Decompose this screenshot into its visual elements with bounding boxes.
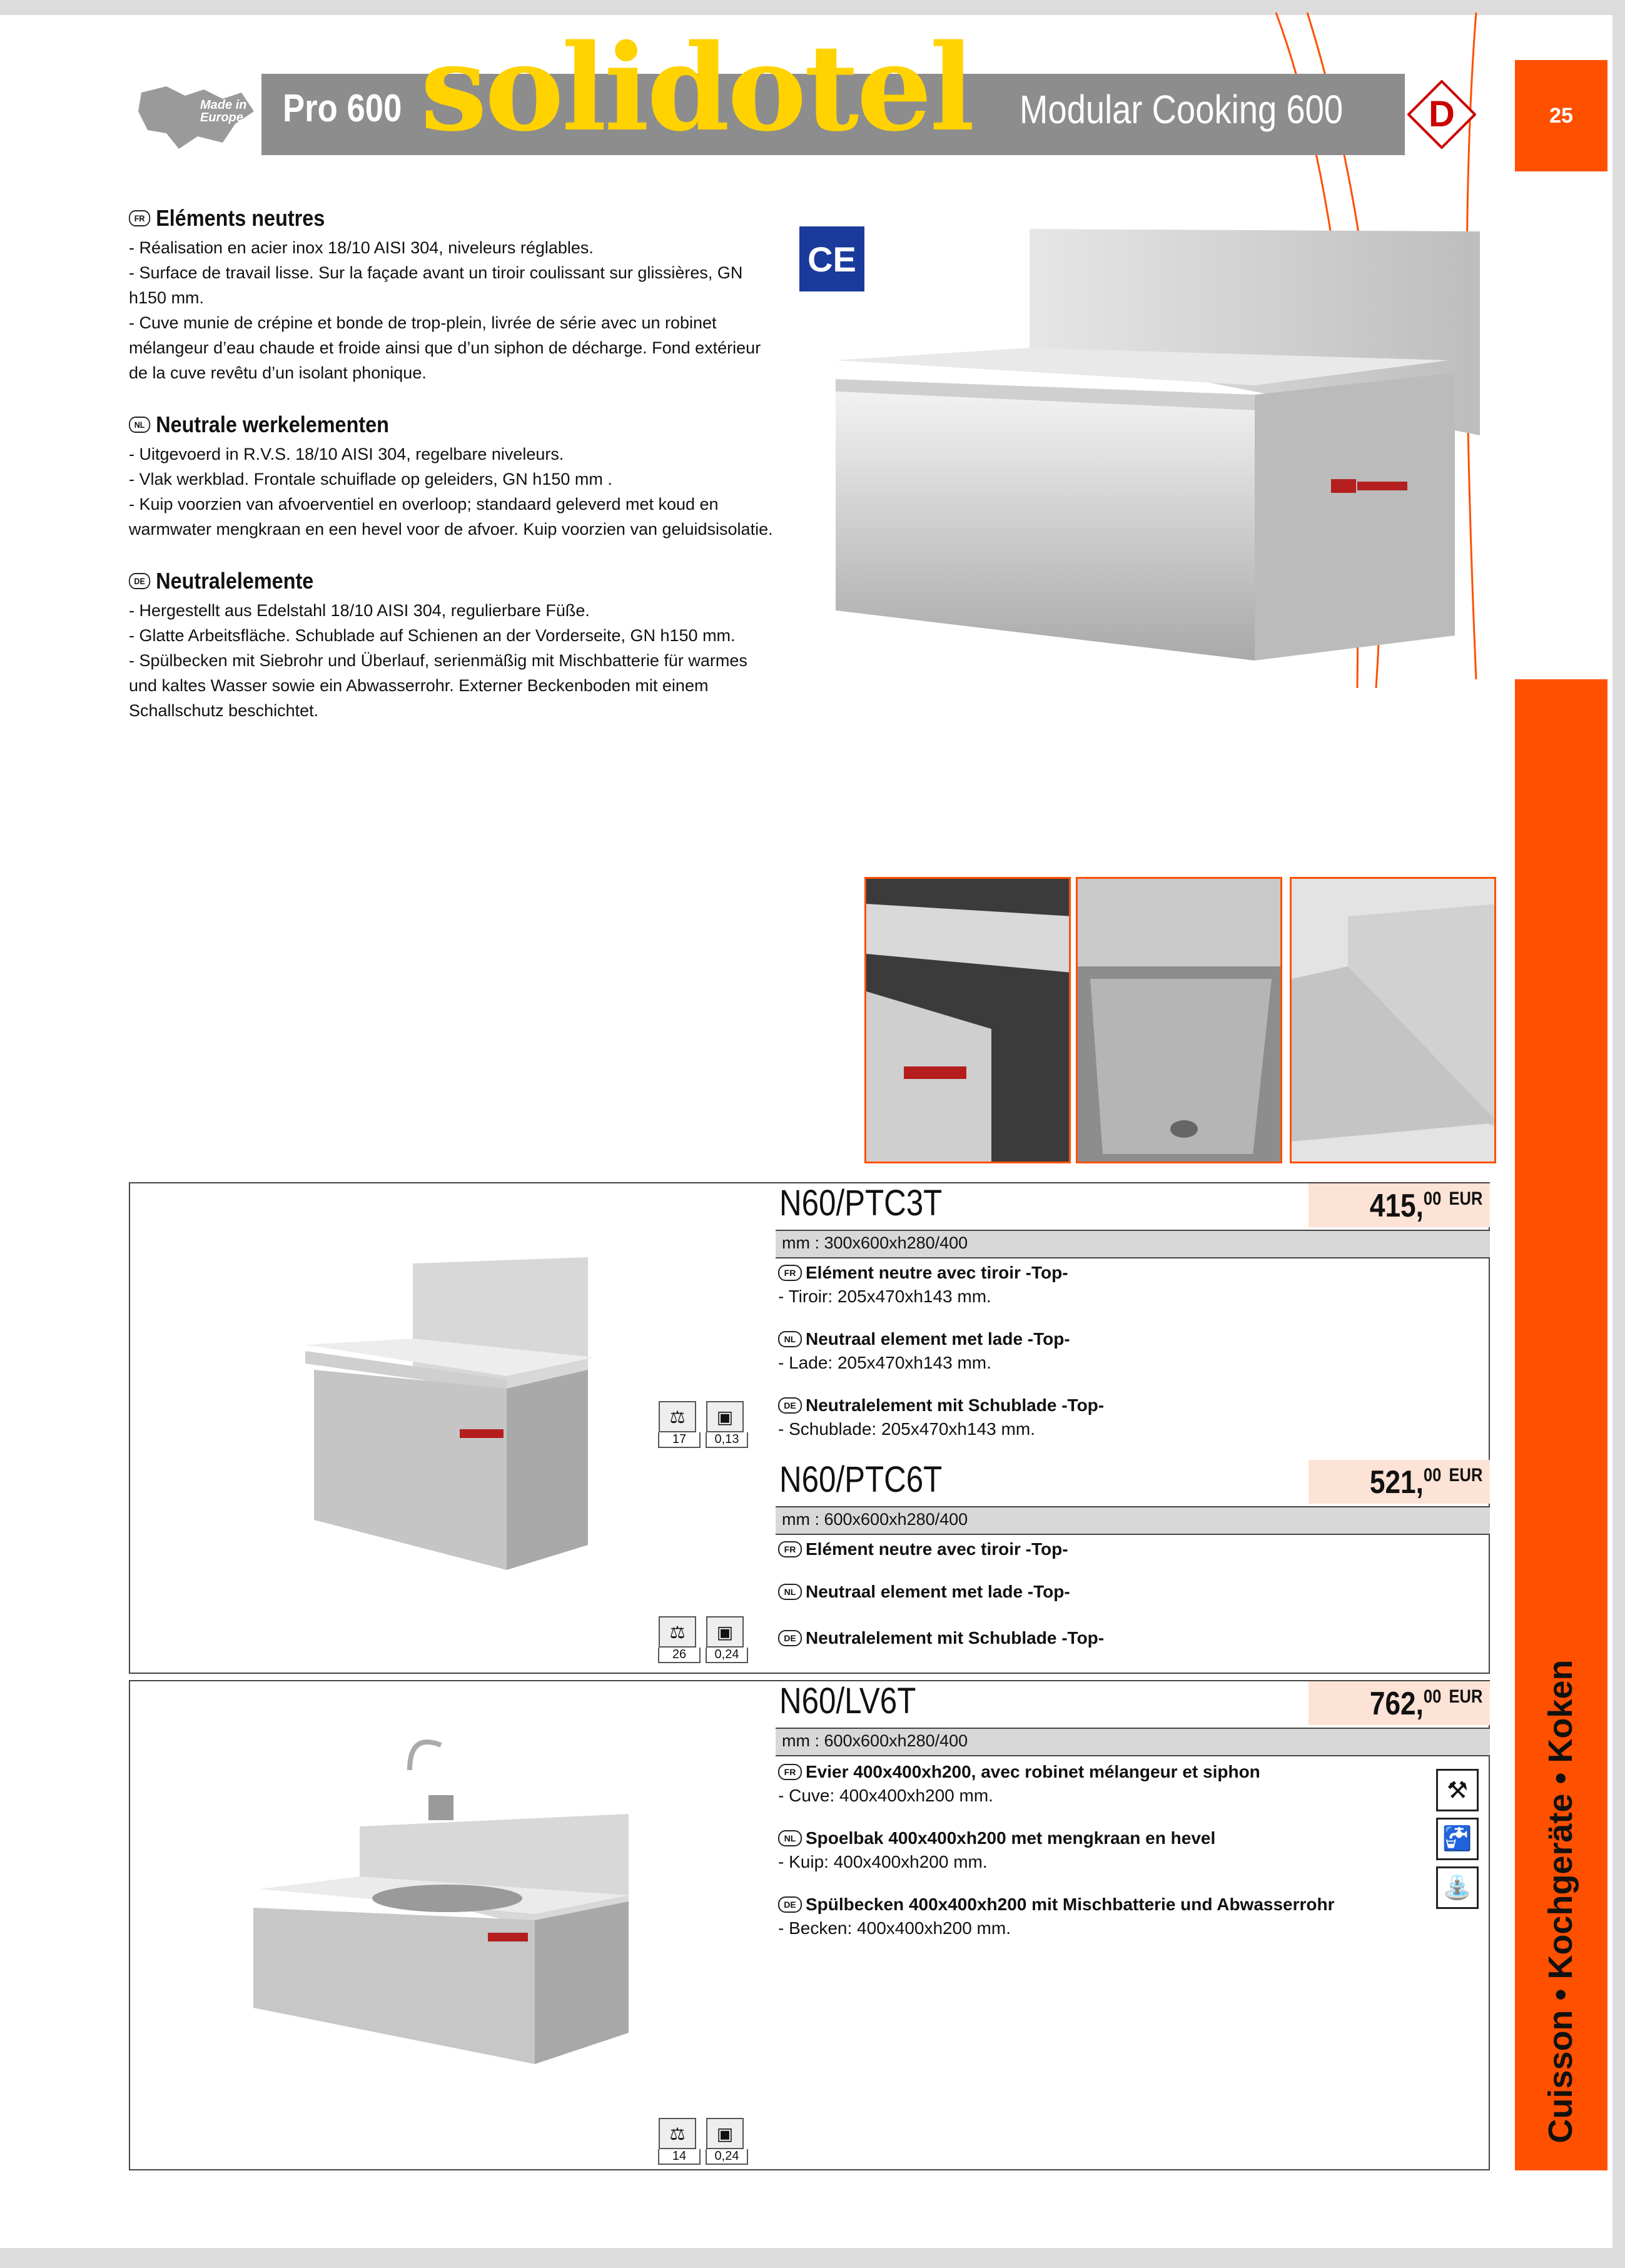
weight-value: 26 bbox=[658, 1648, 701, 1663]
intro-line: und kaltes Wasser sowie ein Abwasserrohr. Externer Beckenboden mit einem bbox=[129, 676, 709, 695]
de-title: DE Spülbecken 400x400xh200 mit Mischbatterie und Abwasserrohr bbox=[778, 1893, 1335, 1916]
weight-icon: ⚖ bbox=[659, 2118, 696, 2149]
de-detail: - Schublade: 205x470xh143 mm. bbox=[778, 1419, 1035, 1439]
intro-title: Neutrale werkelementen bbox=[156, 412, 389, 437]
price-main: 762, bbox=[1369, 1686, 1424, 1722]
volume-box-icon: ▣ bbox=[706, 1616, 744, 1648]
intro-line: - Surface de travail lisse. Sur la façade avant un tiroir coulissant sur glissières, GN bbox=[129, 263, 743, 282]
detail-thumb-sink bbox=[1076, 877, 1282, 1163]
made-in-europe: Made in Europe bbox=[200, 98, 247, 124]
weight-value: 17 bbox=[658, 1432, 701, 1448]
price-box bbox=[1309, 1183, 1490, 1227]
price-currency: EUR bbox=[1449, 1686, 1482, 1707]
nl-title: NL Spoelbak 400x400xh200 met mengkraan en hevel bbox=[778, 1826, 1215, 1850]
series-label: Pro 600 bbox=[283, 87, 402, 130]
price-cents: 00 bbox=[1423, 1188, 1441, 1209]
intro-line: - Uitgevoerd in R.V.S. 18/10 AISI 304, regelbare niveleurs. bbox=[129, 445, 564, 463]
diamond-logo-icon bbox=[1407, 80, 1476, 149]
lang-badge: NL bbox=[129, 417, 150, 433]
nl-detail: - Lade: 205x470xh143 mm. bbox=[778, 1353, 991, 1372]
packaging-info bbox=[658, 1401, 744, 1448]
fr-title: FR Evier 400x400xh200, avec robinet mélangeur et siphon bbox=[778, 1760, 1260, 1784]
intro-line: mélangeur d’eau chaude et froide ainsi que d’un siphon de décharge. Fond extérieur bbox=[129, 338, 761, 357]
hero-product-image bbox=[823, 223, 1494, 707]
nl-title: NL Neutraal element met lade -Top- bbox=[778, 1327, 1070, 1351]
detail-thumb-drawer bbox=[864, 877, 1071, 1163]
dimensions-row bbox=[776, 1728, 1490, 1756]
intro-line: - Kuip voorzien van afvoerventiel en overloop; standaard geleverd met koud en bbox=[129, 495, 719, 514]
intro-line: - Réalisation en acier inox 18/10 AISI 304, niveleurs réglables. bbox=[129, 238, 594, 257]
volume-value: 0,13 bbox=[706, 1432, 748, 1448]
price-main: 521, bbox=[1369, 1464, 1424, 1501]
product-image-drawer bbox=[300, 1251, 613, 1579]
detail-thumb-worktop bbox=[1290, 877, 1496, 1163]
intro-line: de la cuve revêtu d’un isolant phonique. bbox=[129, 363, 427, 382]
nl-detail: - Kuip: 400x400xh200 mm. bbox=[778, 1852, 988, 1871]
lang-badge: DE bbox=[129, 573, 150, 589]
svg-text:D: D bbox=[1429, 94, 1455, 134]
installation-icon: ⚒ bbox=[1436, 1769, 1479, 1811]
fr-title: FR Elément neutre avec tiroir -Top- bbox=[778, 1537, 1068, 1561]
intro-title: Neutralelemente bbox=[156, 568, 314, 594]
packaging-info bbox=[658, 1616, 744, 1663]
intro-line: warmwater mengkraan en een hevel voor de afvoer. Kuip voorzien van geluidsisolatie. bbox=[129, 520, 773, 539]
volume-value: 0,24 bbox=[706, 1648, 748, 1663]
category-title: Modular Cooking 600 bbox=[1020, 87, 1344, 132]
product-image-sink bbox=[241, 1720, 641, 2073]
model-number: N60/PTC6T bbox=[779, 1459, 943, 1500]
fr-detail: - Tiroir: 205x470xh143 mm. bbox=[778, 1287, 991, 1306]
intro-title: Eléments neutres bbox=[156, 205, 325, 231]
price-currency: EUR bbox=[1449, 1188, 1482, 1209]
de-detail: - Becken: 400x400xh200 mm. bbox=[778, 1918, 1011, 1938]
volume-box-icon: ▣ bbox=[706, 1401, 744, 1432]
de-title: DE Neutralelement mit Schublade -Top- bbox=[778, 1394, 1104, 1417]
price-box bbox=[1309, 1460, 1490, 1504]
diamond-logo bbox=[1407, 80, 1476, 149]
page-number: 25 bbox=[1515, 60, 1607, 171]
intro-line: - Glatte Arbeitsfläche. Schublade auf Schienen an der Vorderseite, GN h150 mm. bbox=[129, 626, 736, 645]
intro-line: Schallschutz beschichtet. bbox=[129, 701, 319, 720]
intro-de bbox=[129, 568, 804, 723]
packaging-info bbox=[658, 2118, 744, 2165]
ce-mark: CE bbox=[799, 226, 864, 291]
price-cents: 00 bbox=[1423, 1465, 1441, 1486]
model-number: N60/PTC3T bbox=[779, 1183, 943, 1223]
sidebar-label: Cuisson • Kochgeräte • Koken bbox=[1542, 1659, 1579, 2144]
weight-icon: ⚖ bbox=[659, 1616, 696, 1648]
dimensions: mm : 300x600xh280/400 bbox=[782, 1233, 968, 1252]
intro-line: - Cuve munie de crépine et bonde de trop-plein, livrée de série avec un robinet bbox=[129, 313, 717, 332]
weight-icon: ⚖ bbox=[659, 1401, 696, 1432]
price-currency: EUR bbox=[1449, 1465, 1482, 1486]
brand-logo: solidotel bbox=[420, 18, 973, 158]
intro-fr bbox=[129, 205, 804, 385]
fr-detail: - Cuve: 400x400xh200 mm. bbox=[778, 1786, 993, 1805]
dimensions-row bbox=[776, 1506, 1490, 1535]
intro-line: - Vlak werkblad. Frontale schuiflade op geleiders, GN h150 mm . bbox=[129, 470, 612, 489]
intro-line: - Spülbecken mit Siebrohr und Überlauf, serienmäßig mit Mischbatterie für warmes bbox=[129, 651, 747, 670]
water-tap-icon: 🚰 bbox=[1436, 1818, 1479, 1860]
category-sidebar bbox=[1515, 679, 1607, 2170]
drain-icon: ⛲ bbox=[1436, 1866, 1479, 1909]
volume-box-icon: ▣ bbox=[706, 2118, 744, 2149]
price-box bbox=[1309, 1681, 1490, 1725]
fr-title: FR Elément neutre avec tiroir -Top- bbox=[778, 1261, 1068, 1285]
intro-nl bbox=[129, 412, 804, 542]
dimensions: mm : 600x600xh280/400 bbox=[782, 1731, 968, 1750]
price-main: 415, bbox=[1369, 1188, 1424, 1224]
price-cents: 00 bbox=[1423, 1686, 1441, 1707]
nl-title: NL Neutraal element met lade -Top- bbox=[778, 1580, 1070, 1604]
weight-value: 14 bbox=[658, 2149, 701, 2165]
dimensions: mm : 600x600xh280/400 bbox=[782, 1510, 968, 1529]
model-number: N60/LV6T bbox=[779, 1681, 916, 1721]
dimensions-row bbox=[776, 1230, 1490, 1258]
de-title: DE Neutralelement mit Schublade -Top- bbox=[778, 1626, 1104, 1650]
intro-line: - Hergestellt aus Edelstahl 18/10 AISI 304, regulierbare Füße. bbox=[129, 601, 590, 620]
lang-badge: FR bbox=[129, 210, 150, 226]
intro-line: h150 mm. bbox=[129, 288, 205, 307]
volume-value: 0,24 bbox=[706, 2149, 748, 2165]
